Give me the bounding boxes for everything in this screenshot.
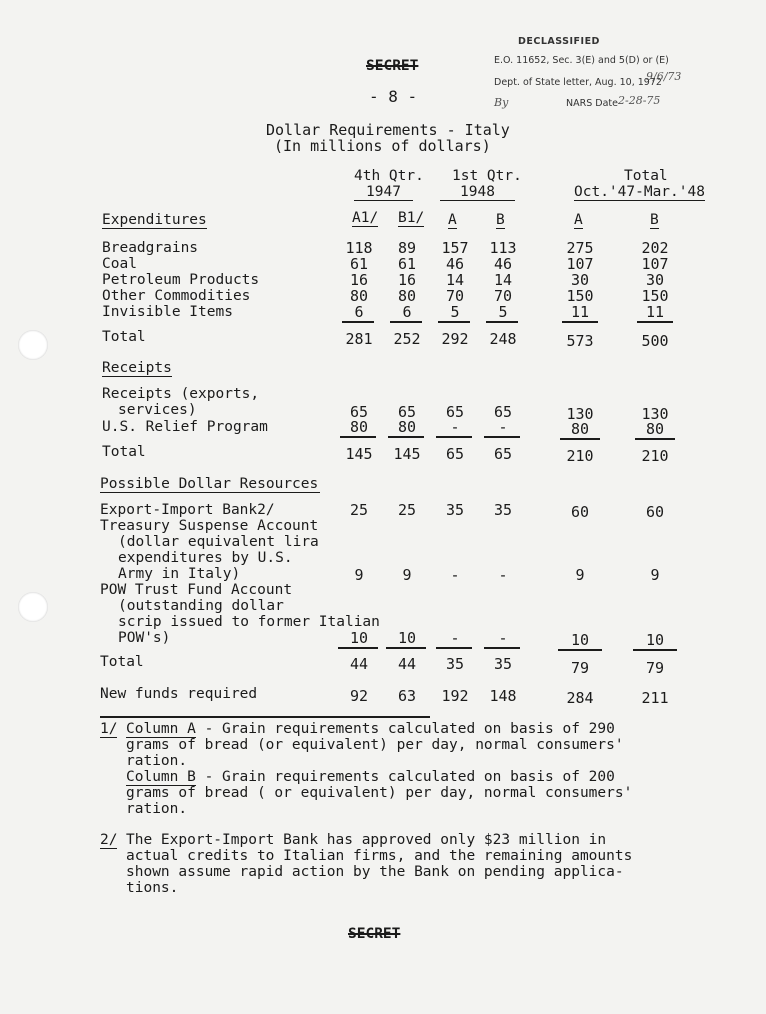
row-label-total: Total	[102, 329, 146, 345]
cell: 80	[570, 420, 590, 438]
subtotal-rule	[388, 436, 424, 438]
handwritten-by: By	[494, 96, 509, 109]
cell: 211	[641, 689, 669, 707]
cell: 60	[570, 503, 590, 521]
cell: 11	[645, 303, 665, 321]
declassified-stamp-line3: NARS Date	[566, 98, 618, 109]
cell: 10	[645, 631, 665, 649]
cell: 252	[393, 330, 421, 348]
footnote-2-line4: tions.	[126, 880, 179, 896]
cell: 107	[566, 255, 594, 273]
footnote-1-column-a: Column A	[126, 721, 196, 737]
cell: 284	[566, 689, 594, 707]
footnote-2-marker: 2/	[100, 832, 118, 848]
cell: 210	[641, 447, 669, 465]
cell: 44	[397, 655, 417, 673]
subtotal-rule	[633, 649, 677, 651]
row-label: Invisible Items	[102, 304, 233, 320]
cell: 10	[397, 629, 417, 647]
footnote-1-line1	[126, 721, 615, 737]
subtotal-rule	[436, 436, 472, 438]
page-number: - 8 -	[369, 87, 418, 106]
cell: 5	[498, 303, 508, 321]
cell: -	[498, 566, 508, 584]
footnote-1-b-text3: ration.	[126, 801, 188, 817]
cell: 130	[566, 405, 594, 423]
punch-hole-bottom	[18, 592, 48, 622]
cell: 10	[349, 629, 369, 647]
subtotal-rule	[338, 647, 378, 649]
header-period3: Total	[624, 168, 668, 184]
cell: 80	[397, 418, 417, 436]
cell: 9	[650, 566, 660, 584]
cell: 500	[641, 332, 669, 350]
cell: 25	[349, 501, 369, 519]
row-label-new-funds: New funds required	[100, 686, 258, 702]
document-title: Dollar Requirements - Italy	[266, 121, 510, 139]
cell: 70	[493, 287, 513, 305]
cell: 92	[349, 687, 369, 705]
cell: 61	[397, 255, 417, 273]
row-label: Army in Italy)	[118, 566, 241, 582]
footnote-2-line2: actual credits to Italian firms, and the remaining amounts	[126, 848, 633, 864]
col-header-a1: A1/	[352, 210, 379, 226]
subtotal-rule	[484, 647, 520, 649]
cell: -	[450, 418, 460, 436]
subtotal-rule	[484, 436, 520, 438]
row-label: Treasury Suspense Account	[100, 518, 319, 534]
row-label: (outstanding dollar	[118, 598, 284, 614]
footnote-1-b-text1: - Grain requirements calculated on basis of 200	[195, 769, 615, 785]
cell: 65	[349, 403, 369, 421]
cell: 6	[402, 303, 412, 321]
cell: 275	[566, 239, 594, 257]
cell: 80	[349, 418, 369, 436]
cell: 9	[575, 566, 585, 584]
cell: 65	[445, 403, 465, 421]
cell: 79	[645, 659, 665, 677]
row-label: U.S. Relief Program	[102, 419, 268, 435]
cell: 148	[489, 687, 517, 705]
cell: 9	[402, 566, 412, 584]
header-period1-year: 1947	[354, 184, 413, 201]
cell: 202	[641, 239, 669, 257]
row-label: POW Trust Fund Account	[100, 582, 293, 598]
row-label: Other Commodities	[102, 288, 251, 304]
subtotal-rule	[558, 649, 602, 651]
subtotal-rule	[637, 321, 673, 323]
cell: 9	[354, 566, 364, 584]
cell: 130	[641, 405, 669, 423]
cell: 60	[645, 503, 665, 521]
cell: 35	[445, 501, 465, 519]
cell: 89	[397, 239, 417, 257]
footnote-2-line3: shown assume rapid action by the Bank on pending applica-	[126, 864, 624, 880]
footnote-1-column-b: Column B	[126, 769, 196, 785]
cell: 35	[493, 501, 513, 519]
cell: 145	[345, 445, 373, 463]
row-label: Coal	[102, 256, 137, 272]
cell: 44	[349, 655, 369, 673]
row-label: Petroleum Products	[102, 272, 260, 288]
cell: 210	[566, 447, 594, 465]
subtotal-rule	[340, 436, 376, 438]
cell: 145	[393, 445, 421, 463]
subtotal-rule	[635, 438, 675, 440]
cell: -	[498, 418, 508, 436]
declassified-stamp-title: DECLASSIFIED	[518, 36, 600, 47]
footnote-1-a-text1: - Grain requirements calculated on basis of 290	[195, 721, 615, 737]
footnote-1-b-text2: grams of bread ( or equivalent) per day, normal consumers'	[126, 785, 633, 801]
cell: 65	[493, 445, 513, 463]
cell: 113	[489, 239, 517, 257]
subtotal-rule	[486, 321, 518, 323]
cell: 14	[445, 271, 465, 289]
row-label: scrip issued to former Italian	[118, 614, 380, 630]
cell: 150	[566, 287, 594, 305]
classification-bottom: SECRET	[348, 926, 401, 942]
declassified-stamp-line2: Dept. of State letter, Aug. 10, 1972	[494, 77, 662, 88]
cell: 46	[493, 255, 513, 273]
classification-top: SECRET	[366, 58, 419, 74]
col-header-total-b: B	[650, 212, 659, 228]
section-receipts: Receipts	[102, 360, 172, 376]
cell: 107	[641, 255, 669, 273]
row-label: (dollar equivalent lira	[118, 534, 319, 550]
cell: 150	[641, 287, 669, 305]
handwritten-date: 9/6/73	[646, 70, 682, 83]
footnote-2-line1: The Export-Import Bank has approved only $23 million in	[126, 832, 607, 848]
subtotal-rule	[438, 321, 470, 323]
row-label: expenditures by U.S.	[118, 550, 293, 566]
cell: 11	[570, 303, 590, 321]
cell: 292	[441, 330, 469, 348]
header-period3-range: Oct.'47-Mar.'48	[574, 184, 705, 200]
cell: 79	[570, 659, 590, 677]
punch-hole-top	[18, 330, 48, 360]
cell: 192	[441, 687, 469, 705]
cell: 65	[445, 445, 465, 463]
row-label-total: Total	[100, 654, 144, 670]
cell: 80	[397, 287, 417, 305]
footnote-1-line4	[126, 769, 615, 785]
footnote-1-a-text2: grams of bread (or equivalent) per day, normal consumers'	[126, 737, 624, 753]
cell: 80	[645, 420, 665, 438]
col-header-a: A	[448, 212, 457, 228]
cell: 573	[566, 332, 594, 350]
cell: 16	[397, 271, 417, 289]
cell: -	[450, 566, 460, 584]
footnote-rule	[100, 716, 430, 718]
row-label-total: Total	[102, 444, 146, 460]
section-resources: Possible Dollar Resources	[100, 476, 319, 492]
subtotal-rule	[386, 647, 426, 649]
footnote-1-a-text3: ration.	[126, 753, 188, 769]
row-label: Receipts (exports,	[102, 386, 260, 402]
row-label: POW's)	[118, 630, 171, 646]
cell: 118	[345, 239, 373, 257]
cell: 80	[349, 287, 369, 305]
row-label: Export-Import Bank2/	[100, 502, 275, 518]
subtotal-rule	[560, 438, 600, 440]
row-label: services)	[118, 402, 197, 418]
cell: 65	[493, 403, 513, 421]
cell: 46	[445, 255, 465, 273]
handwritten-nars-date: 2-28-75	[618, 94, 661, 107]
cell: 63	[397, 687, 417, 705]
subtotal-rule	[436, 647, 472, 649]
cell: 5	[450, 303, 460, 321]
subtotal-rule	[390, 321, 422, 323]
cell: 248	[489, 330, 517, 348]
subtotal-rule	[562, 321, 598, 323]
col-header-b1: B1/	[398, 210, 425, 226]
cell: 14	[493, 271, 513, 289]
header-period1: 4th Qtr.	[354, 168, 424, 184]
cell: 35	[445, 655, 465, 673]
col-header-b: B	[496, 212, 505, 228]
header-period2-year: 1948	[440, 184, 515, 201]
header-period2: 1st Qtr.	[452, 168, 522, 184]
cell: 16	[349, 271, 369, 289]
cell: 25	[397, 501, 417, 519]
row-label: Breadgrains	[102, 240, 199, 256]
cell: 30	[645, 271, 665, 289]
cell: 65	[397, 403, 417, 421]
col-header-total-a: A	[574, 212, 583, 228]
footnote-1-marker: 1/	[100, 721, 118, 737]
cell: 6	[354, 303, 364, 321]
declassified-stamp-line1: E.O. 11652, Sec. 3(E) and 5(D) or (E)	[494, 55, 669, 66]
cell: 30	[570, 271, 590, 289]
cell: -	[498, 629, 508, 647]
cell: 281	[345, 330, 373, 348]
section-expenditures: Expenditures	[102, 212, 207, 228]
subtotal-rule	[342, 321, 374, 323]
cell: 157	[441, 239, 469, 257]
cell: -	[450, 629, 460, 647]
cell: 70	[445, 287, 465, 305]
cell: 35	[493, 655, 513, 673]
cell: 61	[349, 255, 369, 273]
document-subtitle: (In millions of dollars)	[274, 137, 491, 155]
cell: 10	[570, 631, 590, 649]
